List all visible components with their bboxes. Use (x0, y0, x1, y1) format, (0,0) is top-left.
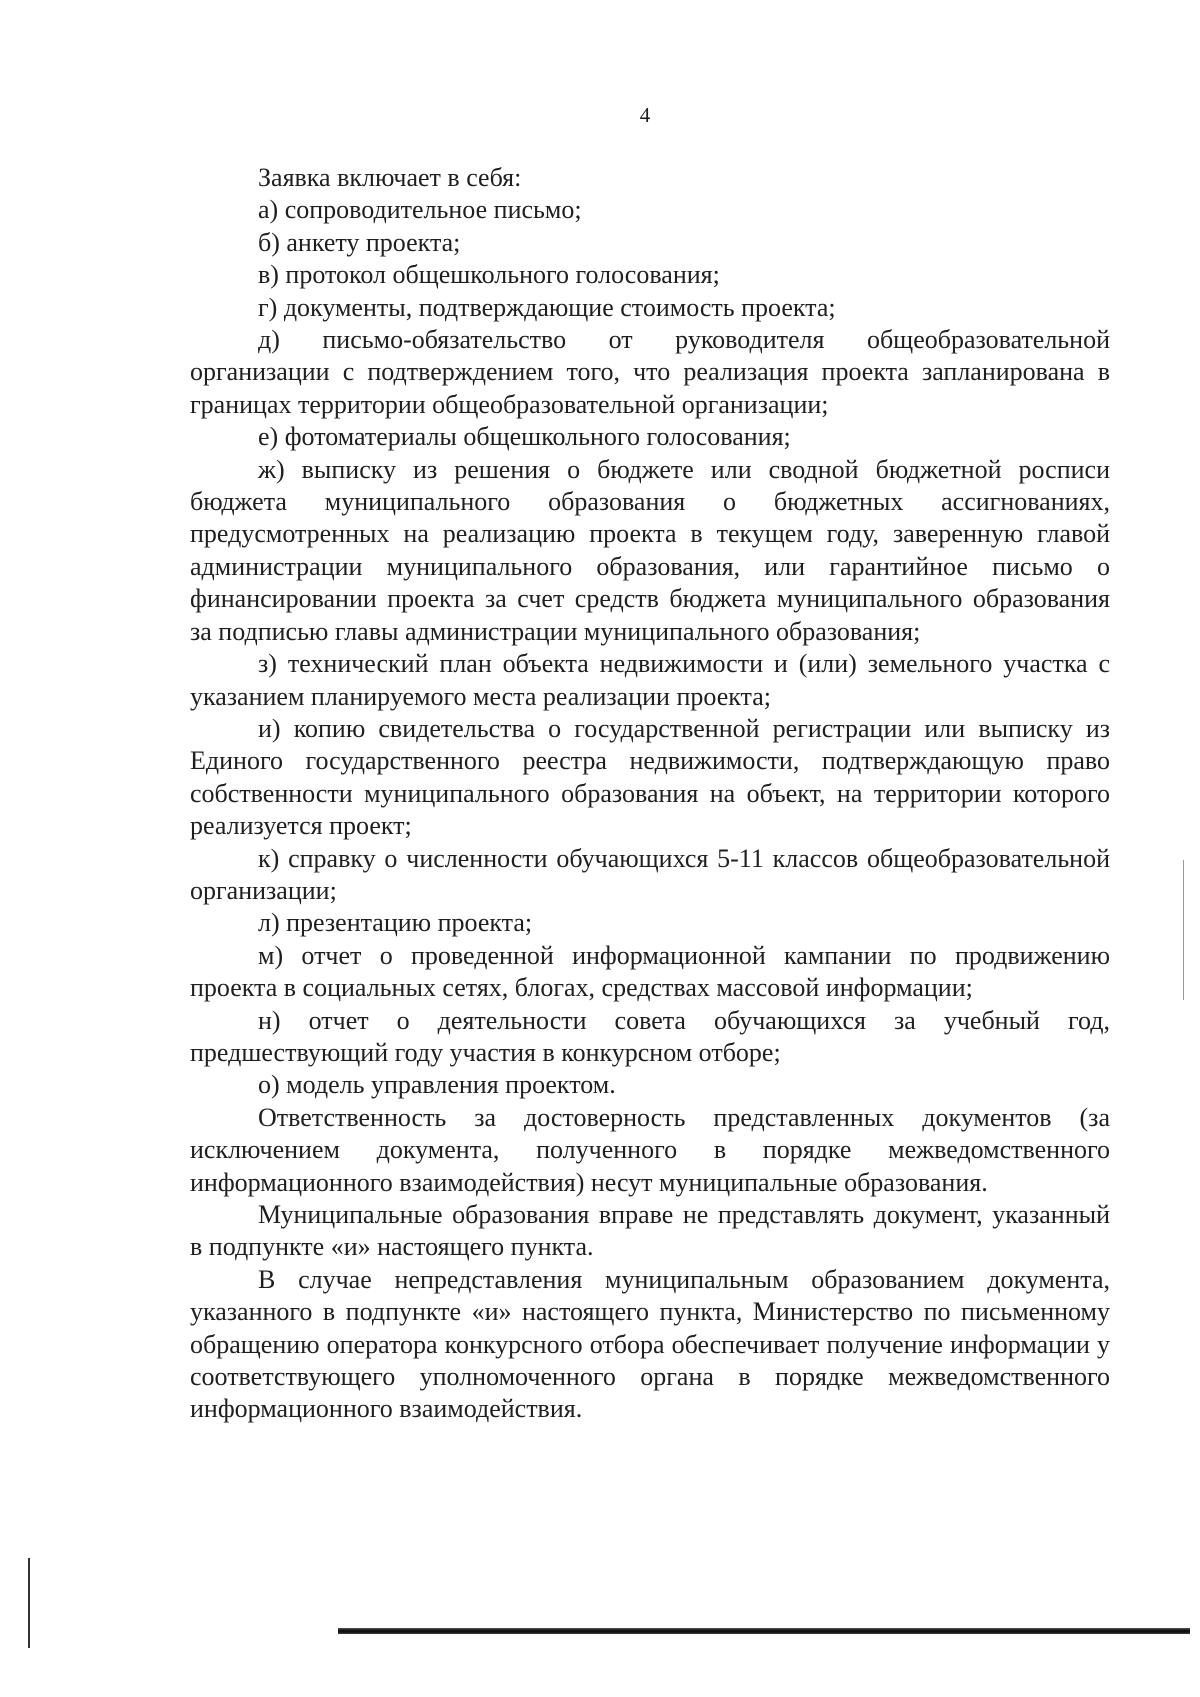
list-item-o: о) модель управления проектом. (258, 1070, 616, 1100)
list-item-e: е) фотоматериалы общешкольного голосования; (258, 422, 791, 452)
paragraph-responsibility: Ответственность за достоверность представленных документов (за исключением документа, полученного в порядке межведомственного информационного взаимодействия) несут муниципальные образования. (190, 1102, 1110, 1197)
list-item-l: л) презентацию проекта; (258, 908, 533, 938)
list-item-v: в) протокол общешкольного голосования; (258, 260, 720, 290)
list-item-i: и) копию свидетельства о государственной регистрации или выписку из Единого государственного реестра недвижимости, подтверждающую право собственности муниципального образования на объект, на территории которого реализуется проект; (190, 713, 1110, 841)
paragraph-ministry-request: В случае непредставления муниципальным образованием документа, указанного в подпункте «и» настоящего пункта, Министерство по письменному обращению оператора конкурсного отбора обеспечивает получение информации у соответствующего уполномоченного органа в порядке межведомственного информационного взаимодействия. (190, 1264, 1110, 1424)
list-item-d: д) письмо-обязательство от руководителя общеобразовательной организации с подтверждением того, что реализация проекта запланирована в границах территории общеобразовательной организации; (190, 325, 1110, 419)
list-item-z: з) технический план объекта недвижимости и (или) земельного участка с указанием планируемого места реализации проекта; (190, 649, 1110, 711)
page-number: 4 (639, 103, 651, 127)
list-item-a: а) сопроводительное письмо; (258, 195, 582, 225)
list-item-g: г) документы, подтверждающие стоимость проекта; (258, 292, 836, 322)
list-item-k: к) справку о численности обучающихся 5-11 классов общеобразовательной организации; (190, 843, 1110, 905)
paragraph-intro: Заявка включает в себя: (258, 163, 522, 192)
paragraph-optional-document: Муниципальные образования вправе не представлять документ, указанный в подпункте «и» настоящего пункта. (190, 1200, 1110, 1262)
document-body (190, 162, 1110, 1426)
right-scan-edge (1183, 860, 1184, 1000)
left-scan-edge (28, 1558, 30, 1648)
list-item-n: н) отчет о деятельности совета обучающихся за учебный год, предшествующий году участия в конкурсном отборе; (190, 1005, 1110, 1067)
bottom-scan-rule (338, 1628, 1190, 1634)
list-item-b: б) анкету проекта; (258, 227, 461, 257)
list-item-m: м) отчет о проведенной информационной кампании по продвижению проекта в социальных сетях, блогах, средствах массовой информации; (190, 940, 1110, 1003)
list-item-zh: ж) выписку из решения о бюджете или сводной бюджетной росписи бюджета муниципального образования о бюджетных ассигнованиях, предусмотренных на реализацию проекта в текущем году, заверенную главой администрации муниципального образования, или гарантийное письмо о финансировании проекта за счет средств бюджета муниципального образования за подписью главы администрации муниципального образования; (190, 454, 1110, 646)
